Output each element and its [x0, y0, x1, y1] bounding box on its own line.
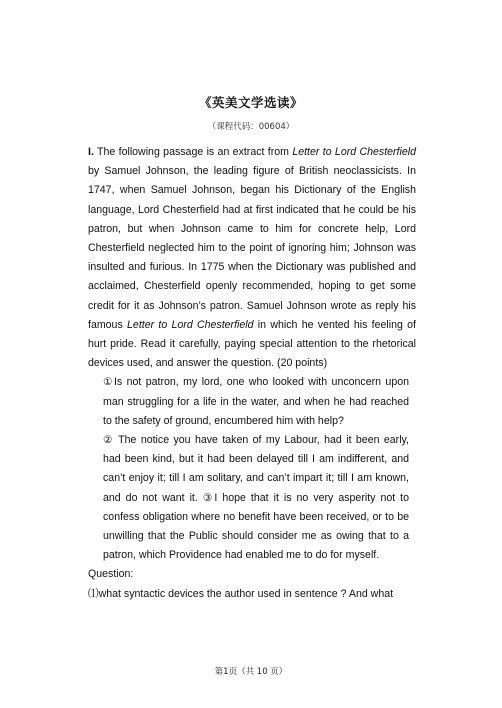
section-intro: [88, 143, 416, 373]
question-label: Question:: [88, 568, 134, 581]
question-1: ⑴what syntactic devices the author used in sentence ? And what: [88, 587, 394, 600]
work-title: Letter to Lord Chesterfield: [292, 146, 416, 158]
quoted-passage: [103, 373, 409, 565]
quote-sentence-2: ② The notice you have taken of my Labour, had it been early, had been kind, but it had been delayed till I am indifferent, and can’t enjoy it; till I am solitary, and can’t impart it; till I am known, and do not want it.: [103, 434, 409, 504]
intro-text-c: in which he vented his feeling of hurt pride. Read it carefully, paying special attention to the rhetorical devices used, and answer the question. (20 points): [88, 318, 416, 370]
quote-sentence-1: ①Is not patron, my lord, one who looked with unconcern upon man struggling for a life in the water, and when he had reached to the safety of ground, encumbered him with help?: [103, 376, 410, 427]
quote-sentence-3: ③I hope that it is no very asperity not to confess obligation where no benefit have been received, or to be unwilling that the Public should consider me as owing that to a patron, which Providence had enabled me to do for myself.: [103, 491, 410, 562]
course-code: （课程代码：00604）: [207, 122, 295, 132]
document-title: 《英美文学选读》: [198, 95, 303, 110]
work-title-repeat: Letter to Lord Chesterfield: [127, 318, 254, 331]
document-body: [88, 143, 416, 604]
intro-text-a: The following passage is an extract from: [93, 146, 293, 158]
intro-text-b: by Samuel Johnson, the leading figure of British neoclassicists. In 1747, when Samuel Johnson, began his Dictionary of the English language, Lord Chesterfield had at first indicated that he could be his patron, but when Johnson came to him for concrete help, Lord Chesterfield neglected him to the point of ignoring him; Johnson was insulted and furious. In 1775 when the Dictionary was published and acclaimed, Chesterfield openly recommended, hoping to get some credit for it as Johnson’s patron. Samuel Johnson wrote as reply his famous: [88, 165, 416, 331]
page-footer: 第1页（共 10 页）: [214, 667, 288, 677]
section-number: I.: [88, 146, 94, 158]
